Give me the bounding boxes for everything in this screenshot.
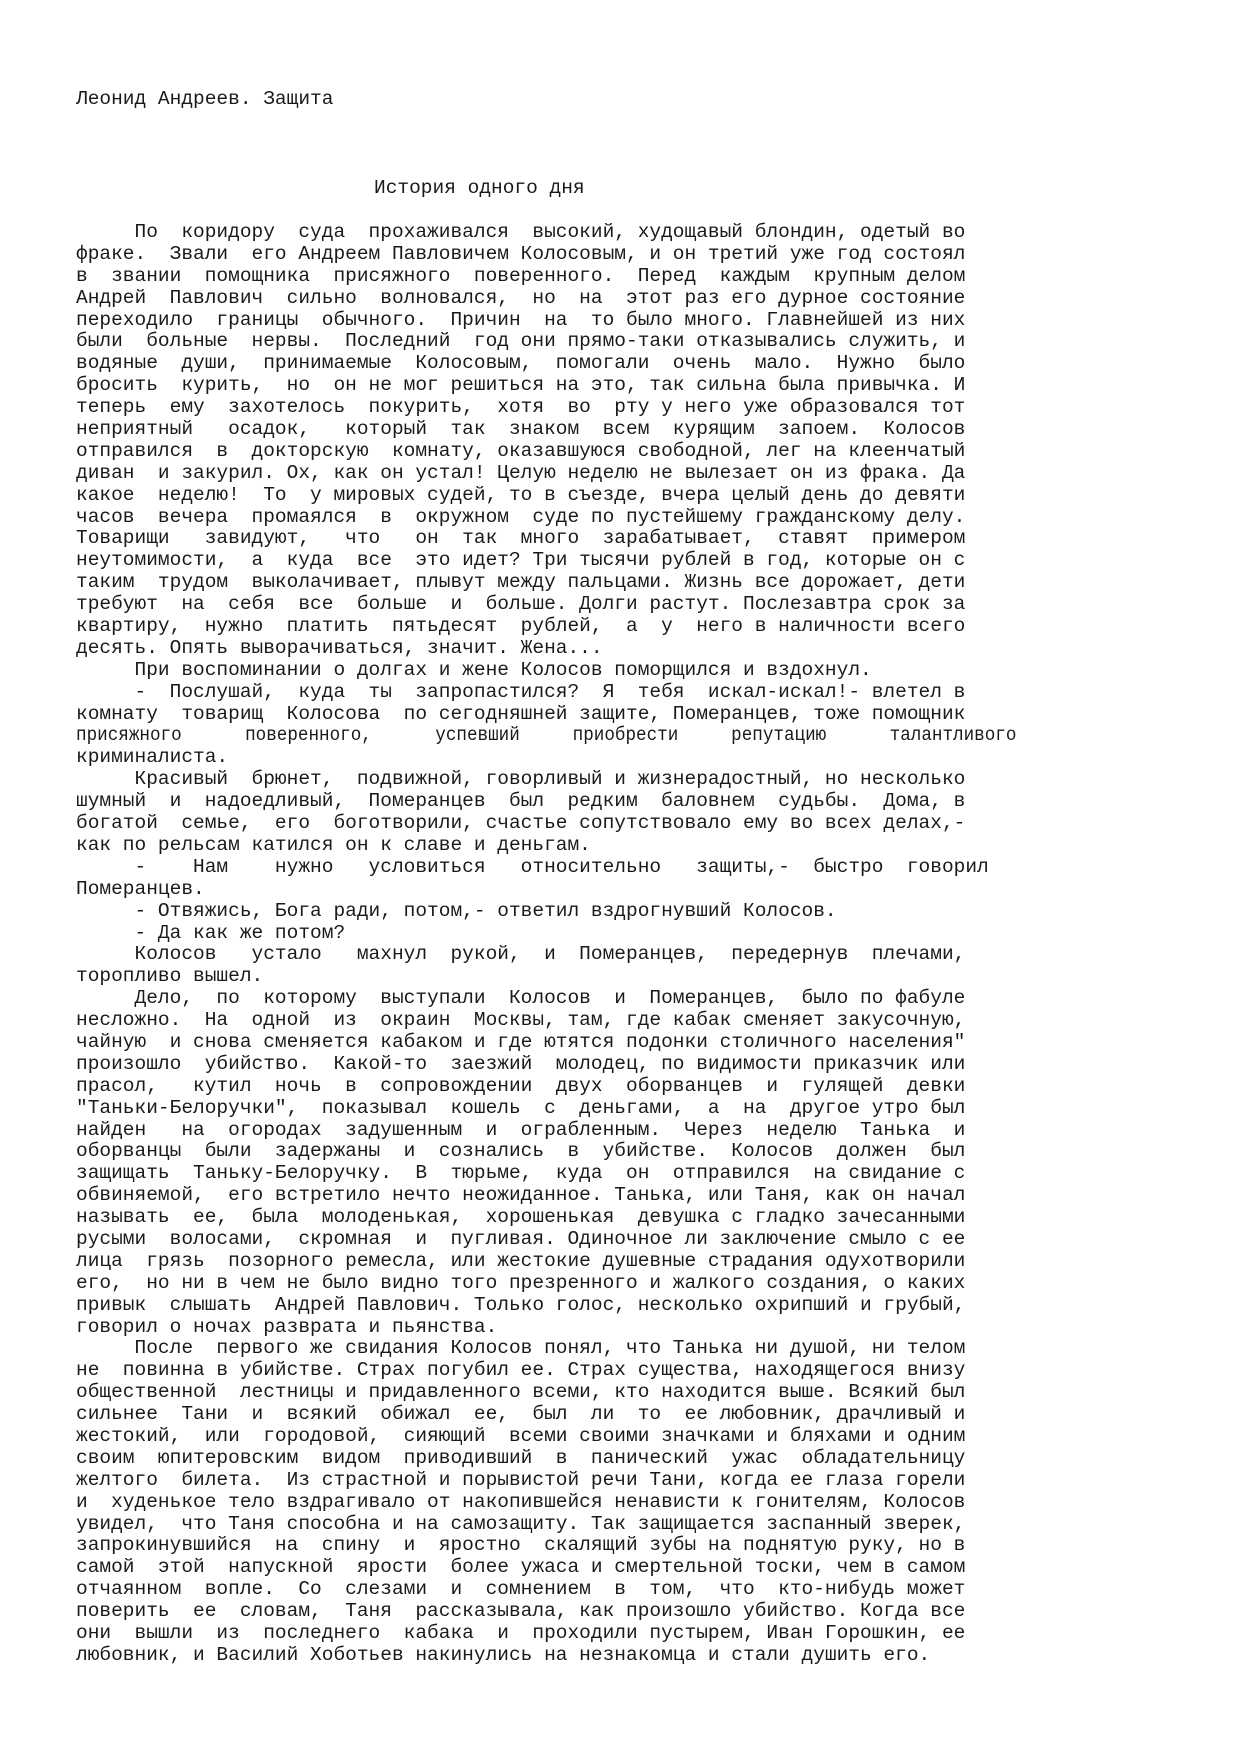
text-line: как по рельсам катился он к славе и деньгам. bbox=[76, 833, 591, 856]
text-line: сильнее Тани и всякий обижал ее, был ли то ее любовник, драчливый и bbox=[76, 1403, 966, 1426]
text-line: обвиняемой, его встретило нечто неожиданное. Танька, или Таня, как он начал bbox=[76, 1184, 966, 1207]
document-subtitle: История одного дня bbox=[374, 177, 585, 199]
text-line: таким трудом выколачивает, плывут между пальцами. Жизнь все дорожает, дети bbox=[76, 571, 966, 594]
text-line: защищать Таньку-Белоручку. В тюрьме, куда он отправился на свидание с bbox=[76, 1162, 966, 1185]
text-line: часов вечера промаялся в окружном суде по пустейшему гражданскому делу. bbox=[76, 505, 966, 528]
text-line: русыми волосами, скромная и пугливая. Одиночное ли заключение смыло с ее bbox=[76, 1227, 966, 1250]
document-body bbox=[76, 222, 1016, 1667]
text-line: "Таньки-Белоручки", показывал кошель с деньгами, а на другое утро был bbox=[76, 1096, 966, 1119]
text-line: При воспоминании о долгах и жене Колосов поморщился и вздохнул. bbox=[76, 658, 872, 681]
text-line: самой этой напускной ярости более ужаса и смертельной тоски, чем в самом bbox=[76, 1556, 966, 1579]
text-line: квартиру, нужно платить пятьдесят рублей, а у него в наличности всего bbox=[76, 615, 966, 638]
text-line: общественной лестницы и придавленного всеми, кто находится выше. Всякий был bbox=[76, 1381, 966, 1404]
text-line: переходило границы обычного. Причин на то было много. Главнейшей из них bbox=[76, 308, 966, 331]
text-line: запрокинувшийся на спину и яростно скалящий зубы на поднятую руку, но в bbox=[76, 1534, 966, 1557]
document-header: Леонид Андреев. Защита bbox=[76, 88, 334, 110]
text-line: - Послушай, куда ты запропастился? Я тебя искал-искал!- влетел в bbox=[76, 680, 966, 703]
text-line: комнату товарищ Колосова по сегодняшней защите, Померанцев, тоже помощник bbox=[76, 702, 966, 725]
text-line: поверить ее словам, Таня рассказывала, как произошло убийство. Когда все bbox=[76, 1600, 966, 1623]
text-line: они вышли из последнего кабака и проходили пустырем, Иван Горошкин, ее bbox=[76, 1622, 966, 1644]
text-line: любовник, и Василий Хоботьев накинулись на незнакомца и стали душить его. bbox=[76, 1643, 931, 1666]
text-line: найден на огородах задушенным и ограбленным. Через неделю Танька и bbox=[76, 1118, 966, 1141]
text-line: фраке. Звали его Андреем Павловичем Колосовым, и он третий уже год состоял bbox=[76, 242, 966, 265]
text-line: шумный и надоедливый, Померанцев был редким баловнем судьбы. Дома, в bbox=[76, 790, 966, 813]
text-line: требуют на себя все больше и больше. Долги растут. Послезавтра срок за bbox=[76, 593, 966, 616]
text-line: водяные души, принимаемые Колосовым, помогали очень мало. Нужно было bbox=[76, 352, 966, 375]
text-line: - Да как же потом? bbox=[76, 921, 346, 944]
text-line: - Отвяжись, Бога ради, потом,- ответил вздрогнувший Колосов. bbox=[76, 899, 837, 922]
text-line: Товарищи завидуют, что он так много зарабатывает, ставят примером bbox=[76, 527, 966, 550]
text-line: присяжного поверенного, успевший приобрести репутацию талантливого bbox=[76, 724, 1017, 747]
text-line: диван и закурил. Ох, как он устал! Целую неделю не вылезает он из фрака. Да bbox=[76, 461, 966, 484]
text-line: После первого же свидания Колосов понял, что Танька ни душой, ни телом bbox=[76, 1337, 966, 1360]
text-line: По коридору суда прохаживался высокий, худощавый блондин, одетый во bbox=[76, 221, 966, 243]
text-line: Дело, по которому выступали Колосов и Померанцев, было по фабуле bbox=[76, 987, 966, 1010]
text-line: бросить курить, но он не мог решиться на это, так сильна была привычка. И bbox=[76, 374, 966, 397]
text-line: несложно. На одной из окраин Москвы, там, где кабак сменяет закусочную, bbox=[76, 1009, 966, 1032]
text-line: оборванцы были задержаны и сознались в убийстве. Колосов должен был bbox=[76, 1140, 966, 1163]
text-line: говорил о ночах разврата и пьянства. bbox=[76, 1315, 498, 1338]
text-line: прасол, кутил ночь в сопровождении двух оборванцев и гулящей девки bbox=[76, 1074, 966, 1097]
text-line: неприятный осадок, который так знаком всем курящим запоем. Колосов bbox=[76, 418, 966, 441]
text-line: его, но ни в чем не было видно того презренного и жалкого создания, о каких bbox=[76, 1271, 966, 1294]
text-line: желтого билета. Из страстной и порывистой речи Тани, когда ее глаза горели bbox=[76, 1468, 966, 1491]
text-line: были больные нервы. Последний год они прямо-таки отказывались служить, и bbox=[76, 330, 966, 353]
text-line: произошло убийство. Какой-то заезжий молодец, по видимости приказчик или bbox=[76, 1052, 966, 1075]
text-line: привык слышать Андрей Павлович. Только голос, несколько охрипший и грубый, bbox=[76, 1293, 966, 1316]
text-line: Померанцев. bbox=[76, 877, 205, 900]
text-line: своим юпитеровским видом приводивший в панический ужас обладательницу bbox=[76, 1446, 966, 1469]
text-line: чайную и снова сменяется кабаком и где ютятся подонки столичного населения" bbox=[76, 1030, 966, 1053]
text-line: в звании помощника присяжного поверенного. Перед каждым крупным делом bbox=[76, 264, 966, 287]
text-line: - Нам нужно условиться относительно защиты,- быстро говорил bbox=[76, 855, 989, 878]
text-line: Андрей Павлович сильно волновался, но на этот раз его дурное состояние bbox=[76, 286, 966, 309]
text-line: богатой семье, его боготворили, счастье сопутствовало ему во всех делах,- bbox=[76, 812, 966, 835]
text-line: не повинна в убийстве. Страх погубил ее. Страх существа, находящегося внизу bbox=[76, 1359, 966, 1382]
text-line: жестокий, или городовой, сияющий всеми своими значками и бляхами и одним bbox=[76, 1424, 966, 1447]
text-line: десять. Опять выворачиваться, значит. Жена... bbox=[76, 636, 603, 659]
text-line: и худенькое тело вздрагивало от накопившейся ненависти к гонителям, Колосов bbox=[76, 1490, 966, 1513]
text-line: Красивый брюнет, подвижной, говорливый и жизнерадостный, но несколько bbox=[76, 768, 966, 791]
text-line: торопливо вышел. bbox=[76, 965, 264, 988]
text-line: отчаянном вопле. Со слезами и сомнением в том, что кто-нибудь может bbox=[76, 1578, 966, 1601]
text-line: лица грязь позорного ремесла, или жестокие душевные страдания одухотворили bbox=[76, 1249, 966, 1272]
text-line: увидел, что Таня способна и на самозащиту. Так защищается заспанный зверек, bbox=[76, 1512, 966, 1535]
text-line: отправился в докторскую комнату, оказавшуюся свободной, лег на клеенчатый bbox=[76, 439, 966, 462]
text-line: какое неделю! То у мировых судей, то в съезде, вчера целый день до девяти bbox=[76, 483, 966, 506]
text-line: Колосов устало махнул рукой, и Померанцев, передернув плечами, bbox=[76, 943, 966, 966]
text-line: криминалиста. bbox=[76, 746, 229, 769]
text-line: неутомимости, а куда все это идет? Три тысячи рублей в год, которые он с bbox=[76, 549, 966, 572]
text-line: теперь ему захотелось покурить, хотя во рту у него уже образовался тот bbox=[76, 396, 966, 419]
text-line: называть ее, была молоденькая, хорошенькая девушка с гладко зачесанными bbox=[76, 1206, 966, 1229]
